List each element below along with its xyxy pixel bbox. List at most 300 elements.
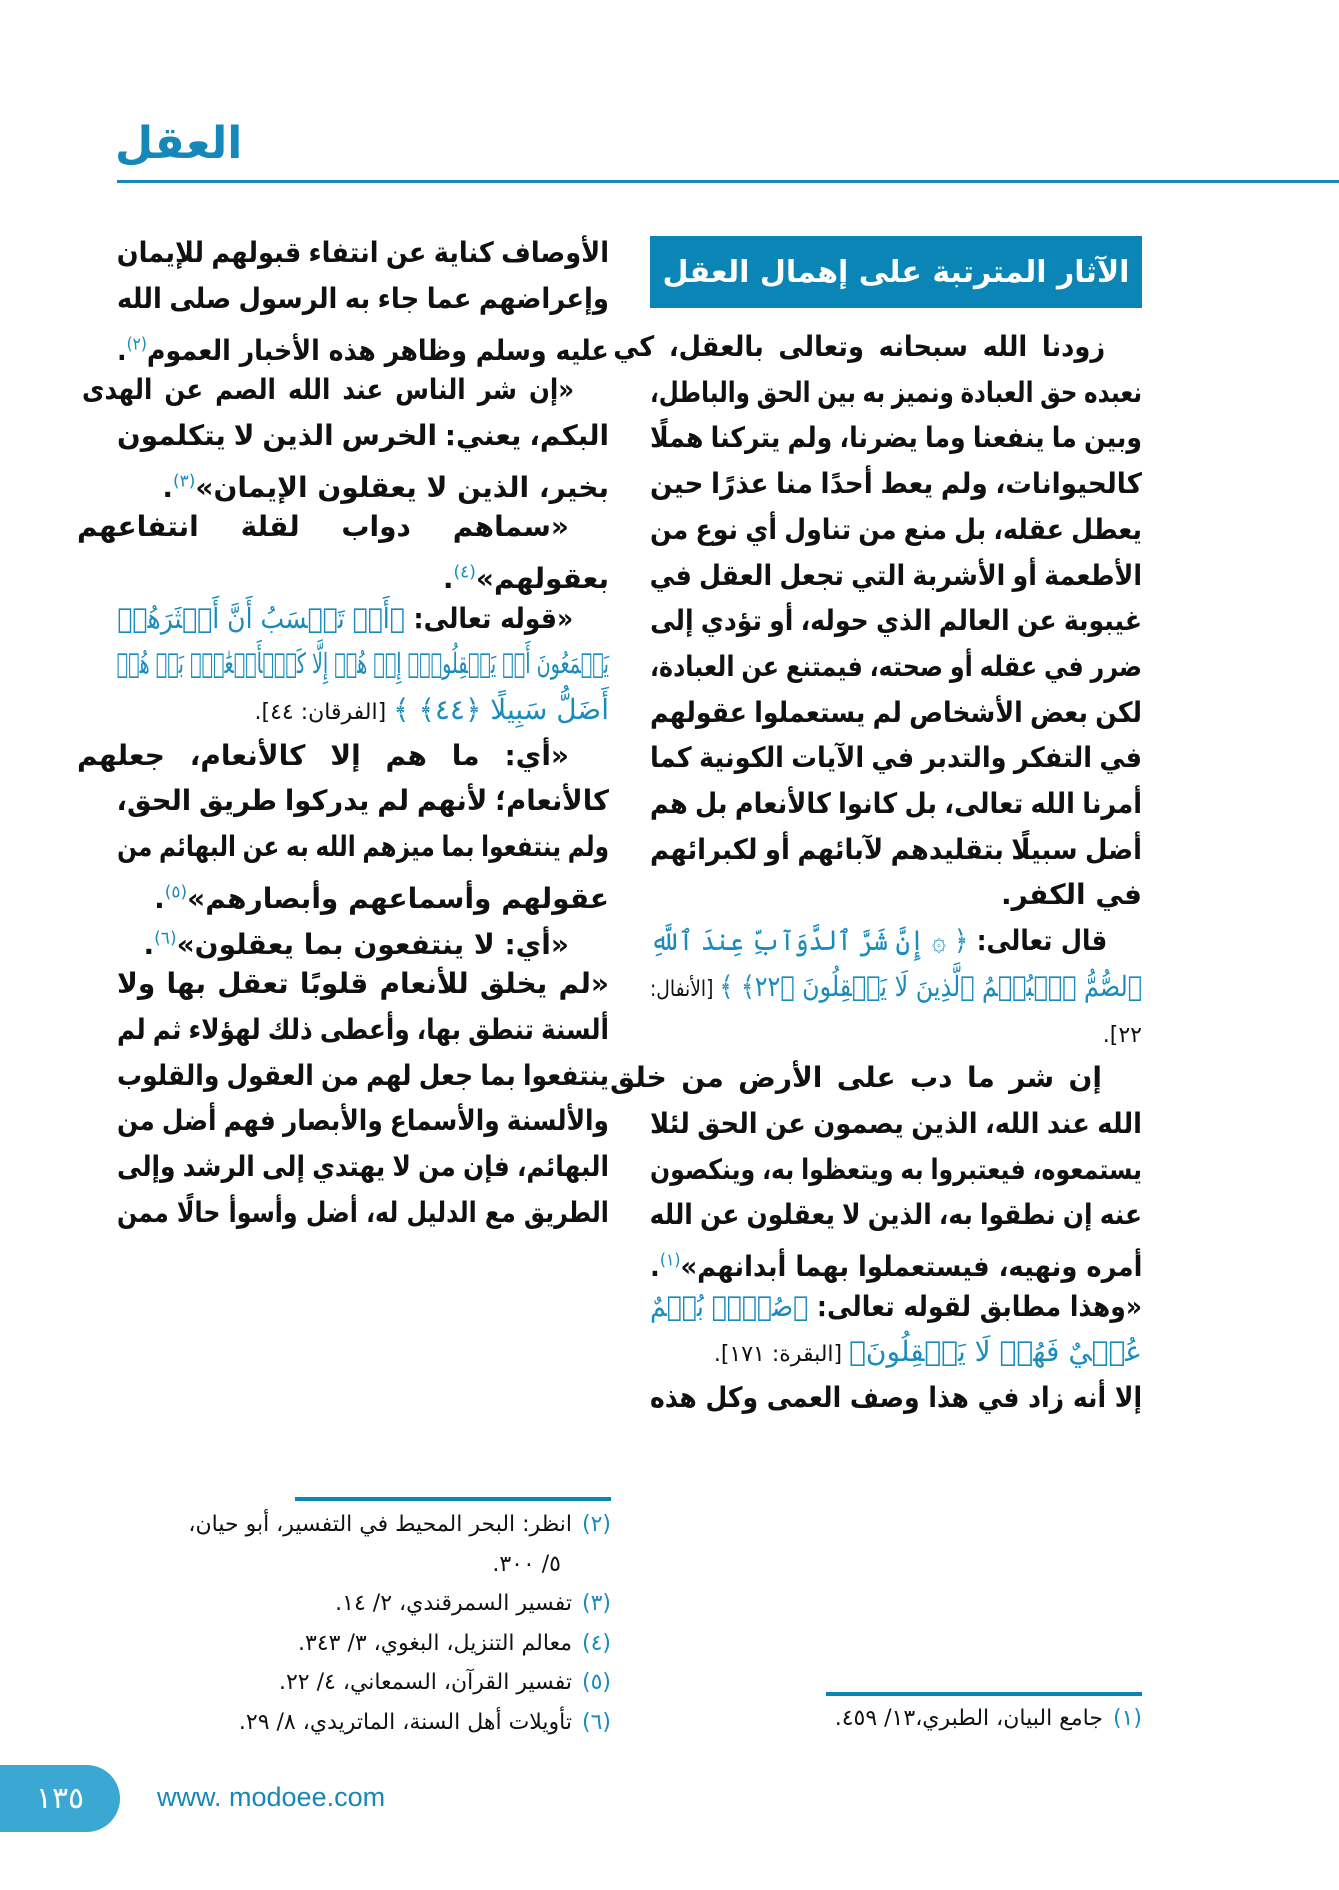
word: يدركوا (284, 784, 370, 818)
word: الأشربة (912, 558, 1006, 592)
word: أو (1012, 558, 1037, 592)
text-line (650, 1327, 1142, 1377)
word: على (836, 1061, 896, 1095)
text-line (117, 1096, 609, 1146)
text-line (117, 1188, 609, 1238)
text-line (650, 505, 1142, 555)
word: عقولهم (650, 695, 747, 729)
line-wrap (162, 471, 609, 504)
word: بل (954, 512, 987, 546)
line-content (650, 1145, 1142, 1195)
punctuation: . (143, 927, 155, 961)
word: كالأنعام؛ (495, 784, 609, 818)
word: «أي: (504, 738, 569, 772)
word: به (862, 375, 886, 409)
footnote-text: انظر: البحر المحيط في التفسير، أبو حيان، (188, 1512, 572, 1537)
line-content (613, 322, 1142, 372)
footnote-divider-left (295, 1497, 611, 1501)
line-content (117, 1142, 609, 1192)
word: تعقل (217, 967, 289, 1001)
footnote-marker[interactable]: (٥) (164, 882, 188, 903)
text-line (77, 731, 609, 781)
footnote-number[interactable]: (٤) (581, 1630, 611, 1656)
word: العالم (938, 604, 1010, 638)
word: يتكلمون (117, 418, 226, 452)
word: أحدًا (820, 467, 873, 501)
line-content (117, 822, 609, 872)
word: من (649, 512, 689, 546)
line-content (650, 642, 1142, 692)
word: كانوا (838, 787, 898, 820)
line-content (650, 413, 1142, 463)
text-line (650, 962, 1142, 1012)
body-text: «أي: لا ينتفعون بما يعقلون» (176, 927, 569, 961)
footnote (335, 1591, 611, 1616)
word: لم (377, 784, 410, 818)
word: لكن (1095, 695, 1142, 729)
footnote-marker[interactable]: (١) (659, 1251, 681, 1271)
word: الله (982, 330, 1028, 363)
word: عن (741, 649, 780, 683)
text-line (77, 502, 609, 552)
word: زودنا (1041, 330, 1106, 363)
body-text: عليه وسلم وظاهر هذه الأخبار العموم (147, 333, 609, 367)
word: من (418, 1150, 456, 1183)
verse-reference: [الفرقان: ٤٤]. (254, 700, 394, 725)
punctuation: . (162, 470, 173, 504)
word: بها (166, 967, 206, 1001)
word: والألسنة (506, 1104, 609, 1138)
word: سبحانه (878, 330, 968, 363)
word: دواب (341, 510, 411, 544)
word: خلق (610, 1061, 667, 1095)
chapter-title: العقل (115, 118, 243, 169)
word: البهائم (158, 830, 237, 864)
text-line (117, 914, 609, 964)
word: العبادة (960, 375, 1034, 409)
line-wrap (254, 693, 609, 726)
text-line (650, 459, 1142, 509)
word: التفكر (1013, 741, 1092, 775)
quran-verse: يَسۡمَعُونَ أَوۡ يَعۡقِلُونَۚ إِنۡ هُمۡ إِلَّا كَٱلۡأَنۡعَٰمِۖ بَلۡ هُمۡ (116, 647, 610, 681)
word: جاء (377, 281, 420, 315)
text-line (117, 457, 609, 507)
word: بل (904, 787, 937, 820)
word: وإعراضهم (478, 281, 609, 315)
line-wrap (117, 1196, 609, 1229)
footnote-number[interactable]: (٣) (581, 1591, 611, 1616)
punctuation: . (154, 882, 165, 916)
footnote (188, 1512, 611, 1537)
line-content (77, 731, 609, 781)
word: انتفاء (308, 236, 379, 269)
word: للأنعام (379, 967, 469, 1001)
text-line (117, 776, 609, 826)
word: نطقوا (979, 1198, 1056, 1232)
word: عن (1016, 604, 1057, 638)
footnote-number[interactable]: (٥) (581, 1670, 611, 1695)
text-line (650, 916, 1142, 966)
word: الذين (911, 1106, 978, 1140)
footnote (279, 1670, 611, 1695)
line-content (117, 1188, 609, 1238)
word: إلى (261, 1150, 305, 1183)
text-line (650, 870, 1142, 920)
word: بين (817, 375, 856, 409)
line-content (650, 551, 1142, 601)
text-line (82, 365, 609, 415)
word: للإيمان (116, 236, 205, 269)
word: طريق (199, 784, 277, 818)
word: عن (385, 236, 427, 269)
word: شر (1009, 1061, 1055, 1095)
word: لقلة (240, 510, 300, 544)
word: ذلك (267, 1012, 313, 1046)
word: يعطل (1071, 512, 1142, 546)
quran-verse: ٱلصُّمُّ ٱلۡبُكۡمُ ٱلَّذِينَ لَا يَعۡقِلُونَ ﴿٢٢﴾ ﴾ (719, 969, 1142, 1003)
text-line (117, 1142, 609, 1192)
word: ينفعنا (972, 421, 1045, 455)
word: يضرنا، (839, 421, 918, 455)
word: أو (769, 604, 794, 638)
word: لا (842, 1198, 861, 1232)
body-text: بخير، الذين لا يعقلون الإيمان» (195, 470, 609, 504)
word: الهدى (82, 373, 153, 407)
word: ولم (940, 467, 988, 501)
word: أو (949, 649, 973, 683)
word: «إن (528, 373, 575, 407)
word: نوع (695, 512, 739, 546)
word: هم (385, 738, 427, 772)
line-content (82, 365, 609, 415)
word: تنطق (468, 1012, 534, 1046)
word: إن (1062, 1198, 1093, 1232)
word: العقول (226, 1058, 314, 1092)
word: بالعقل، (668, 330, 764, 363)
word: وما (925, 421, 966, 455)
line-content (81, 594, 609, 644)
text-line (650, 1373, 1142, 1423)
text-line (117, 959, 609, 1009)
text-line (610, 1053, 1142, 1103)
text-line (650, 551, 1142, 601)
word: الله (117, 281, 162, 315)
word: يعقلون (746, 1198, 835, 1232)
word: دب (910, 1061, 953, 1095)
verse-reference: [الأنفال: (649, 976, 720, 1002)
footnote-text: تفسير القرآن، السمعاني، ٤/ ٢٢. (278, 1670, 572, 1695)
text-line (117, 822, 609, 872)
word: لا (392, 1150, 411, 1183)
word: والباطل، (650, 375, 750, 409)
text-line (650, 413, 1142, 463)
word: ونميز (891, 375, 954, 409)
word: أي (745, 512, 778, 546)
line-wrap (1001, 878, 1142, 911)
line-content (650, 459, 1142, 509)
footnote-text: جامع البيان، الطبري،١٣/ ٤٥٩. (834, 1706, 1103, 1731)
footnote-marker[interactable]: (٦) (154, 928, 177, 949)
word: وبين (1084, 421, 1142, 455)
verse-reference: ٢٢]. (1102, 1022, 1142, 1048)
word: يعط (880, 467, 934, 501)
word: يستمعوه، (1032, 1152, 1142, 1186)
word: الأوصاف (501, 236, 609, 269)
verse-reference: [البقرة: ١٧١]. (713, 1342, 850, 1368)
word: تعالى، (944, 787, 1024, 820)
word: الله (315, 830, 356, 864)
footnote-divider-right (826, 1692, 1142, 1696)
line-content (117, 228, 609, 278)
word: ميزهم (362, 830, 435, 864)
word: العبادة، (650, 649, 735, 683)
quran-verse: ﴿صُمُّۢ بُكۡمٌ (650, 1289, 809, 1323)
footnote-marker[interactable]: (٣) (172, 471, 196, 492)
word: فيعتبروا (930, 1152, 1026, 1186)
text-line (117, 868, 609, 918)
body-text: إلا أنه زاد في هذا وصف العمى وكل هذه (649, 1381, 1142, 1415)
word: يخلق (479, 967, 548, 1001)
word: لهؤلاء (188, 1012, 261, 1046)
body-text: «وهذا مطابق لقوله تعالى: (808, 1289, 1142, 1323)
line-content (650, 505, 1142, 555)
word: بها، (416, 1012, 462, 1046)
word: كما (650, 741, 692, 775)
footnote-continuation: ٥/ ٣٠٠. (492, 1551, 561, 1577)
word: ما (1051, 421, 1077, 455)
footnote (835, 1706, 1142, 1731)
footnote-number[interactable]: (٦) (581, 1709, 611, 1735)
word: عن (765, 1106, 806, 1140)
word: كناية (433, 236, 494, 269)
line-content (650, 733, 1142, 783)
text-line (117, 1005, 609, 1055)
word: في (1099, 741, 1142, 775)
word: البهائم، (516, 1150, 609, 1183)
word: الله، (984, 1106, 1040, 1140)
word: شر (477, 373, 517, 407)
word: «سماهم (452, 510, 569, 544)
text-line (650, 1190, 1142, 1240)
line-content (650, 1373, 1142, 1423)
text-line (117, 594, 609, 644)
text-line (650, 368, 1142, 418)
footnote-text: تأويلات أهل السنة، الماتريدي، ٨/ ٢٩. (238, 1709, 572, 1735)
word: من (858, 512, 897, 546)
word: يصمون (813, 1106, 904, 1140)
body-text: أمره ونهيه، فيستعملوا بهما أبدانهم» (680, 1250, 1142, 1284)
line-content (650, 779, 1142, 829)
line-wrap (443, 562, 609, 595)
line-content (650, 825, 1142, 875)
word: لم (116, 1012, 146, 1046)
word: ويتعظوا (801, 1152, 894, 1186)
footnote-number[interactable]: (٢) (581, 1512, 611, 1537)
line-wrap (117, 639, 609, 689)
word: في (1044, 649, 1084, 683)
word: عن (242, 830, 280, 864)
word: حوله، (800, 604, 869, 638)
footnote-text: تفسير السمرقندي، ٢/ ١٤. (335, 1591, 572, 1616)
word: الله (1097, 1106, 1142, 1140)
word: الرشد (182, 1150, 255, 1183)
line-content (650, 368, 1142, 418)
body-text: «قوله تعالى: (404, 601, 574, 635)
text-line (117, 228, 609, 278)
word: فإن (462, 1150, 510, 1183)
word: والأبصار (282, 1104, 383, 1138)
word: يهتدي (312, 1150, 386, 1183)
word: يتركنا (710, 421, 781, 455)
word: الله (1030, 787, 1075, 820)
text-line (117, 1051, 609, 1101)
word: لهم (366, 1058, 412, 1092)
word: ينتفعوا (481, 830, 562, 864)
line-content (117, 1005, 609, 1055)
word: يستعملوا (754, 695, 866, 729)
word: الله (287, 373, 331, 407)
body-text: الطريق مع الدليل له، أضل وأسوأ حالًا ممن (117, 1195, 609, 1229)
line-wrap (117, 594, 573, 644)
word: قبولهم (211, 236, 302, 269)
text-line (117, 548, 609, 598)
quran-verse: عُمۡيٌ فَهُمۡ لَا يَعۡقِلُونَ﴾ (849, 1335, 1142, 1369)
word: الكونية (699, 741, 784, 775)
word: عما (426, 281, 472, 315)
quran-verse: أَضَلُّ سَبِيلًا ﴿٤٤﴾ ﴾ (393, 693, 609, 726)
footnote-marker[interactable]: (٢) (126, 334, 148, 355)
text-line (650, 825, 1142, 875)
text-line (650, 596, 1142, 646)
text-line (117, 685, 609, 735)
word: عنه (1099, 1198, 1142, 1232)
word: والتدبر (921, 741, 1007, 775)
word: الأطعمة (1044, 558, 1142, 592)
word: ينتفعوا (523, 1058, 609, 1092)
word: كالأنعام، (189, 738, 306, 772)
word: وأعطى (319, 1012, 410, 1046)
header-divider (117, 180, 1339, 183)
text-line (650, 688, 1142, 738)
word: ولا (117, 967, 156, 1001)
line-content (650, 1282, 1142, 1332)
word: الذين (262, 418, 334, 452)
word: قلوبًا (299, 967, 369, 1001)
word: حق (1040, 375, 1078, 409)
line-content (1001, 870, 1142, 920)
word: به (344, 281, 371, 315)
word: لأنهم (416, 784, 488, 818)
word: العقل (698, 558, 773, 592)
word: يعني: (444, 418, 522, 452)
word: نعبده (1084, 375, 1142, 409)
word: الآيات (791, 741, 865, 775)
text-line (650, 1008, 1142, 1058)
word: ولم (567, 830, 609, 864)
word: لئلا (650, 1106, 690, 1140)
quran-verse: ﴿أَمۡ تَحۡسَبُ أَنَّ أَكۡثَرَهُمۡ (117, 601, 405, 635)
word: الذي (875, 604, 932, 638)
word: «لم (558, 967, 609, 1001)
word: لم (872, 695, 902, 729)
text-line (613, 322, 1142, 372)
word: من (117, 830, 153, 864)
line-content (117, 639, 609, 689)
word: بتقليدهم (890, 832, 1004, 866)
footnote-number[interactable]: (١) (1112, 1706, 1142, 1731)
line-wrap (650, 1381, 1142, 1414)
word: عقله (979, 649, 1038, 683)
page-number: ١٣٥ (0, 1765, 120, 1832)
word: منا (776, 467, 813, 501)
word: هم (649, 787, 688, 820)
word: ضرر (1090, 649, 1142, 683)
word: ثم (152, 1012, 182, 1046)
body-text: بعقولهم» (475, 562, 609, 596)
word: منع (903, 512, 947, 546)
word: الحق (756, 375, 811, 409)
line-content (650, 596, 1142, 646)
word: تناول (784, 512, 852, 546)
line-content (117, 776, 609, 826)
word: في (649, 558, 692, 592)
text-line (117, 274, 609, 324)
word: تجعل (779, 558, 844, 592)
punctuation: . (649, 1250, 660, 1284)
word: جعلهم (77, 738, 165, 772)
word: ألسنة (540, 1012, 609, 1046)
word: كي (613, 330, 655, 363)
word: فهم (223, 1104, 276, 1138)
word: أمرنا (1082, 787, 1142, 820)
word: في (871, 741, 915, 775)
word: عن (699, 1198, 740, 1232)
word: والقلوب (117, 1058, 220, 1092)
word: الحق، (116, 784, 192, 818)
word: من (681, 1061, 724, 1095)
word: صحته، (869, 649, 943, 683)
word: إن (1068, 1061, 1102, 1095)
word: أضل (1084, 832, 1142, 866)
word: الخرس (341, 418, 437, 452)
word: الصم (215, 373, 276, 407)
word: بما (480, 1058, 516, 1092)
word: انتفاعهم (77, 510, 199, 544)
punctuation: . (117, 333, 127, 367)
word: وإلى (117, 1150, 176, 1183)
text-line (650, 779, 1142, 829)
website-link[interactable]: www. modoee.com (157, 1782, 386, 1812)
line-wrap (117, 334, 609, 367)
footnote-text: معالم التنزيل، البغوي، ٣/ ٣٤٣. (298, 1630, 572, 1656)
word: بل (695, 787, 728, 820)
word: لا (233, 418, 255, 452)
line-content (650, 1099, 1142, 1149)
word: عند (1046, 1106, 1090, 1140)
footnote-marker[interactable]: (٤) (453, 562, 476, 583)
word: الناس (395, 373, 466, 407)
word: وتعالى (778, 330, 864, 363)
word: أو (764, 832, 790, 866)
word: التي (851, 558, 906, 592)
word: ما (966, 1061, 995, 1095)
line-content (117, 1096, 609, 1146)
punctuation: . (442, 562, 454, 596)
line-wrap (650, 1282, 1142, 1332)
text-line (650, 1099, 1142, 1149)
word: إلى (650, 604, 694, 638)
word: بعض (1029, 695, 1088, 729)
